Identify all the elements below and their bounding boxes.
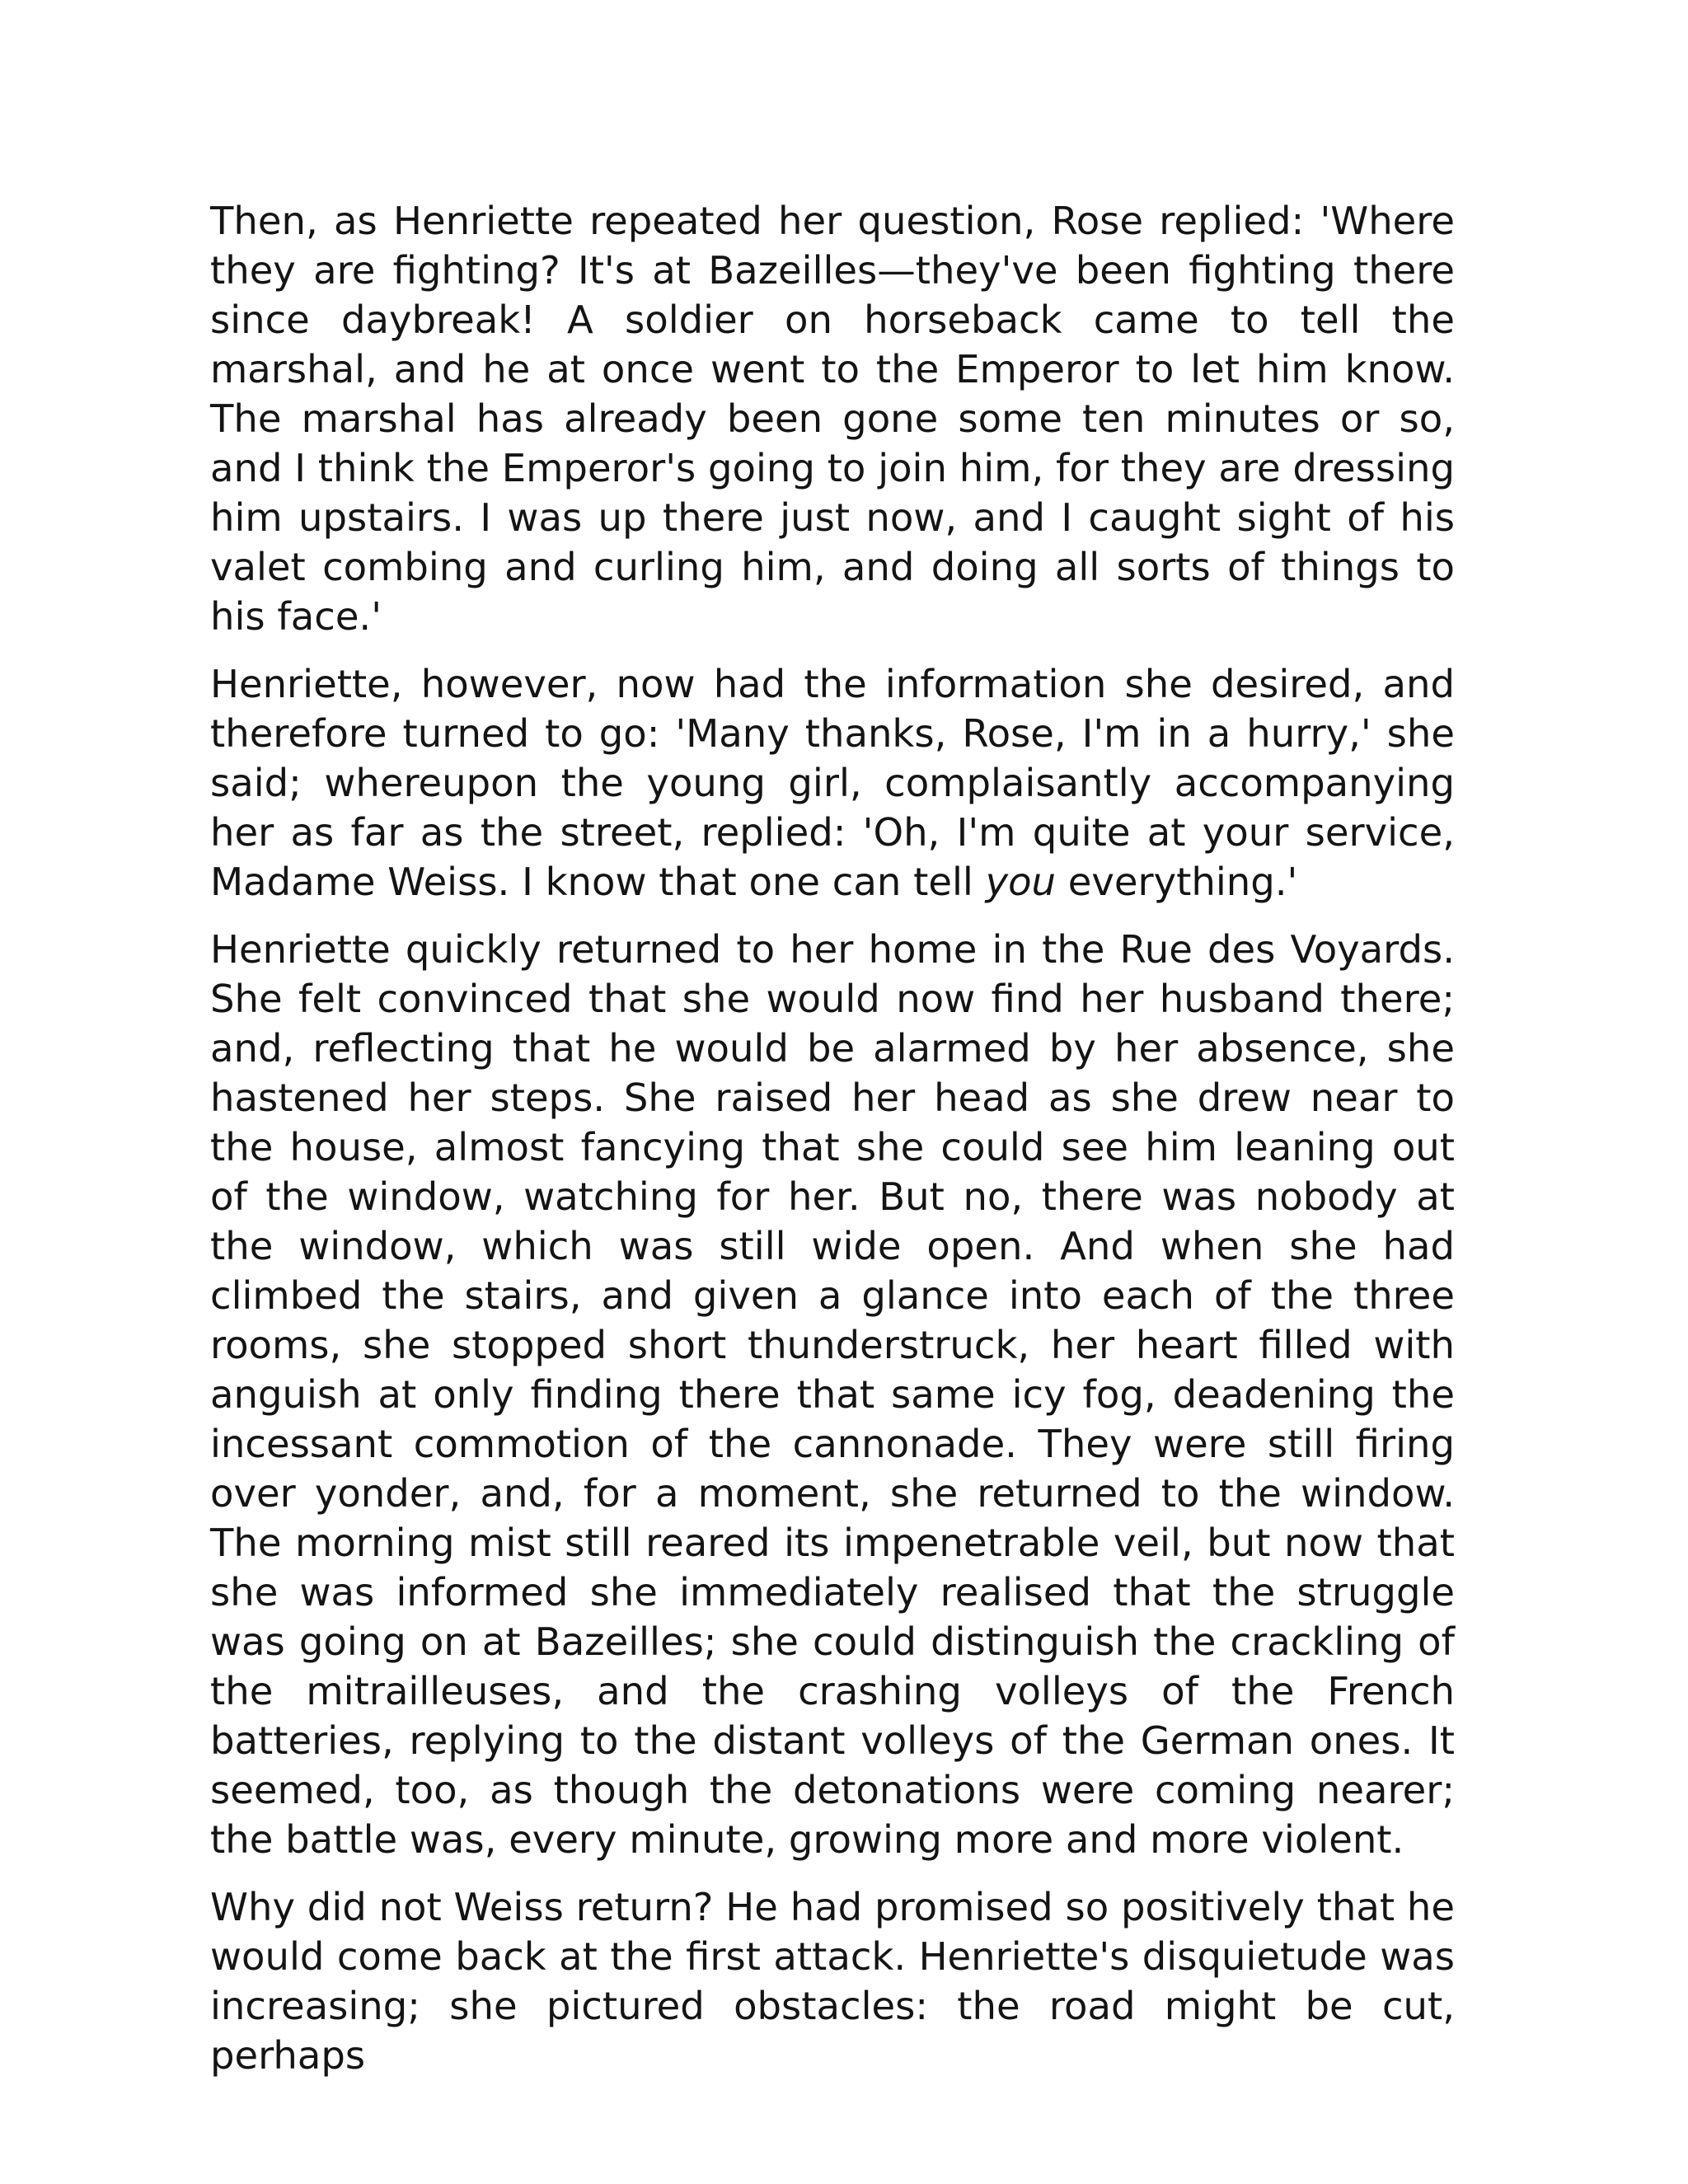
page-body <box>210 196 1455 2098</box>
paragraph-rose-reply: Then, as Henriette repeated her question, Rose replied: 'Where they are fighting? It's at Bazeilles—they've been fighting there since daybreak! A soldier on horseback came to tell the marshal, and he at once went to the Emperor to let him know. The marshal has already been gone some ten minutes or so, and I think the Emperor's going to join him, for they are dressing him upstairs. I was up there just now, and I caught sight of his valet combing and curling him, and doing all sorts of things to his face.' <box>210 199 1455 639</box>
paragraph-text-before: Henriette, however, now had the information she desired, and therefore turned to go: 'Many thanks, Rose, I'm in a hurry,' she said; whereupon the young girl, complaisantly accompanying her as far as the street, replied: 'Oh, I'm quite at your service, Madame Weiss. I know that one can tell <box>210 662 1455 904</box>
paragraph-text-after: everything.' <box>1056 860 1298 904</box>
paragraph-henriette-departs <box>210 659 1455 907</box>
emphasized-word: you <box>985 860 1057 904</box>
paragraph-weiss-absence: Why did not Weiss return? He had promised so positively that he would come back at the first attack. Henriette's disquietude was increasing; she pictured obstacles: the road might be cut, perhaps <box>210 1885 1455 2078</box>
paragraph-return-home: Henriette quickly returned to her home in the Rue des Voyards. She felt convinced that she would now find her husband there; and, reflecting that he would be alarmed by her absence, she hastened her steps. She raised her head as she drew near to the house, almost fancying that she could see him leaning out of the window, watching for her. But no, there was nobody at the window, which was still wide open. And when she had climbed the stairs, and given a glance into each of the three rooms, she stopped short thunderstruck, her heart filled with anguish at only finding there that same icy fog, deadening the incessant commotion of the cannonade. They were still firing over yonder, and, for a moment, she returned to the window. The morning mist still reared its impenetrable veil, but now that she was informed she immediately realised that the struggle was going on at Bazeilles; she could distinguish the crackling of the mitrailleuses, and the crashing volleys of the French batteries, replying to the distant volleys of the German ones. It seemed, too, as though the detonations were coming nearer; the battle was, every minute, growing more and more violent. <box>210 927 1455 1862</box>
